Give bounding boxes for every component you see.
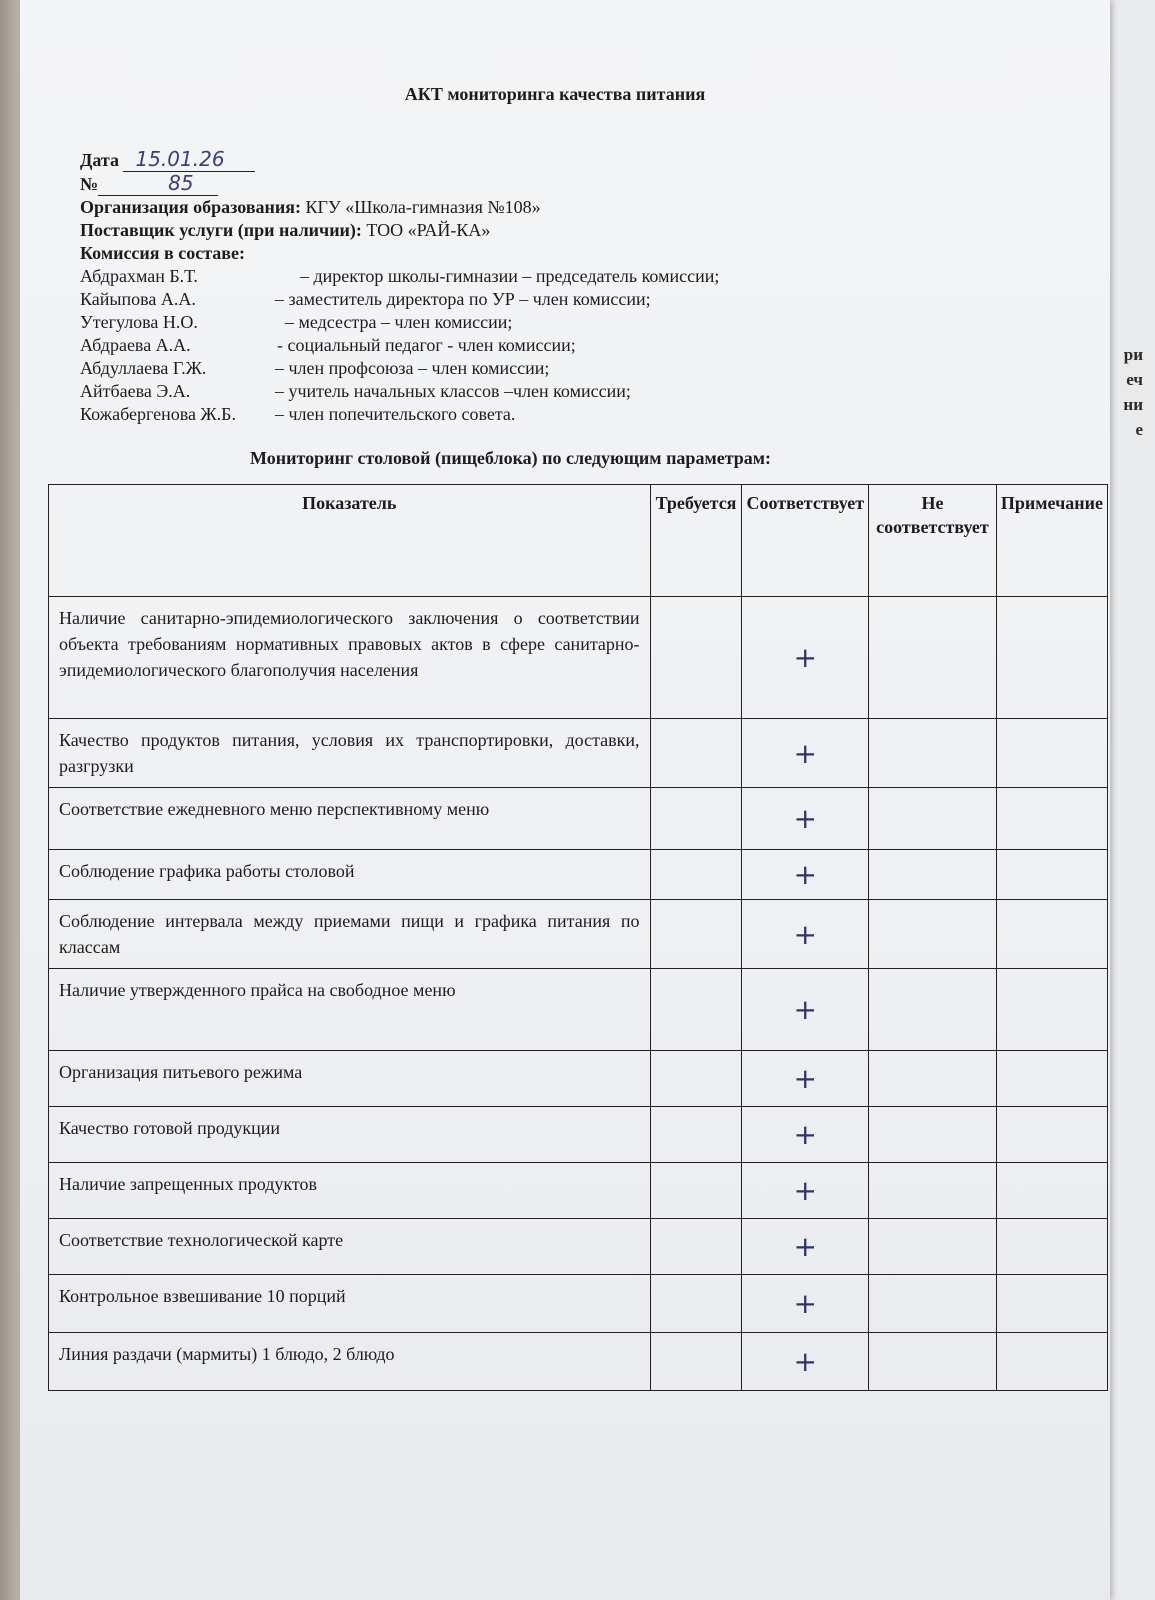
column-header-compliant: Соответствует (742, 485, 869, 597)
indicator-cell: Наличие утвержденного прайса на свободное меню (49, 969, 651, 1051)
noncompliant-cell (869, 719, 997, 788)
required-cell (650, 969, 742, 1051)
note-cell (996, 900, 1107, 969)
supplier-label: Поставщик услуги (при наличии): (80, 220, 362, 240)
note-cell (996, 597, 1107, 719)
note-cell (996, 850, 1107, 900)
indicator-cell: Качество продуктов питания, условия их транспортировки, доставки, разгрузки (49, 719, 651, 788)
member-name: Кайыпова А.А. (80, 289, 196, 309)
noncompliant-cell (869, 900, 997, 969)
noncompliant-cell (869, 1275, 997, 1333)
commission-member (80, 311, 880, 334)
table-surface (0, 0, 20, 1600)
indicator-cell: Контрольное взвешивание 10 порций (49, 1275, 651, 1333)
noncompliant-cell (869, 1219, 997, 1275)
indicator-cell: Наличие запрещенных продуктов (49, 1163, 651, 1219)
noncompliant-cell (869, 1163, 997, 1219)
column-header-indicator: Показатель (49, 485, 651, 597)
number-label: № (80, 174, 99, 194)
compliant-mark: + (742, 1163, 869, 1219)
note-cell (996, 1107, 1107, 1163)
commission-member (80, 403, 880, 426)
number-value: 85 (98, 172, 218, 196)
commission-member (80, 380, 880, 403)
org-label: Организация образования: (80, 197, 302, 217)
compliant-mark: + (742, 597, 869, 719)
table-row (49, 719, 1108, 788)
required-cell (650, 1163, 742, 1219)
table-row (49, 788, 1108, 850)
note-cell (996, 969, 1107, 1051)
table-row (49, 900, 1108, 969)
indicator-cell: Соблюдение графика работы столовой (49, 850, 651, 900)
commission-member (80, 265, 880, 288)
required-cell (650, 1333, 742, 1391)
commission-member (80, 357, 880, 380)
member-role: – член профсоюза – член комиссии; (275, 358, 550, 378)
date-value: 15.01.26 (123, 148, 255, 172)
note-cell (996, 788, 1107, 850)
noncompliant-cell (869, 597, 997, 719)
member-name: Айтбаева Э.А. (80, 381, 191, 401)
note-cell (996, 1219, 1107, 1275)
noncompliant-cell (869, 1051, 997, 1107)
compliant-mark: + (742, 969, 869, 1051)
compliant-mark: + (742, 1333, 869, 1391)
column-header-required: Требуется (650, 485, 742, 597)
supplier-value: ТОО «РАЙ-КА» (366, 220, 491, 240)
side-fragment-text: е (1135, 420, 1143, 439)
commission-member (80, 334, 880, 357)
table-row (49, 1333, 1108, 1391)
member-role: - социальный педагог - член комиссии; (277, 335, 576, 355)
note-cell (996, 1051, 1107, 1107)
compliant-mark: + (742, 1219, 869, 1275)
column-header-note: Примечание (996, 485, 1107, 597)
indicator-cell: Соблюдение интервала между приемами пищи и графика питания по классам (49, 900, 651, 969)
table-row (49, 850, 1108, 900)
member-name: Утегулова Н.О. (80, 312, 198, 332)
member-name: Абдрахман Б.Т. (80, 266, 198, 286)
noncompliant-cell (869, 1333, 997, 1391)
side-fragment-text: еч (1126, 370, 1143, 389)
member-role: – заместитель директора по УР – член комиссии; (275, 289, 651, 309)
table-row (49, 1163, 1108, 1219)
note-cell (996, 1163, 1107, 1219)
table-row (49, 597, 1108, 719)
member-name: Абдуллаева Г.Ж. (80, 358, 207, 378)
table-row (49, 1051, 1108, 1107)
table-row (49, 969, 1108, 1051)
compliant-mark: + (742, 788, 869, 850)
required-cell (650, 850, 742, 900)
noncompliant-cell (869, 788, 997, 850)
table-header-row (49, 485, 1108, 597)
required-cell (650, 788, 742, 850)
table-subtitle: Мониторинг столовой (пищеблока) по следующим параметрам: (250, 448, 772, 468)
table-row (49, 1219, 1108, 1275)
date-label: Дата (80, 150, 119, 170)
noncompliant-cell (869, 1107, 997, 1163)
compliant-mark: + (742, 900, 869, 969)
document-title: АКТ мониторинга качества питания (404, 84, 706, 104)
supplier-row (80, 219, 880, 242)
commission-member (80, 288, 880, 311)
column-header-noncompliant: Не соответствует (869, 485, 997, 597)
org-value: КГУ «Школа-гимназия №108» (305, 197, 541, 217)
required-cell (650, 1107, 742, 1163)
indicator-cell: Наличие санитарно-эпидемиологического заключения о соответствии объекта требованиям нормативных правовых актов в сфере санитарно-эпидемиологического благополучия населения (49, 597, 651, 719)
table-row (49, 1275, 1108, 1333)
indicator-cell: Соответствие ежедневного меню перспективному меню (49, 788, 651, 850)
compliant-mark: + (742, 1107, 869, 1163)
monitoring-table (48, 484, 1108, 1391)
table-row (49, 1107, 1108, 1163)
number-row (80, 172, 880, 196)
required-cell (650, 1275, 742, 1333)
indicator-cell: Линия раздачи (мармиты) 1 блюдо, 2 блюдо (49, 1333, 651, 1391)
commission-label: Комиссия в составе: (80, 243, 245, 263)
side-fragment-text: ни (1123, 395, 1143, 414)
noncompliant-cell (869, 969, 997, 1051)
required-cell (650, 900, 742, 969)
required-cell (650, 597, 742, 719)
organization-row (80, 196, 880, 219)
member-name: Кожабергенова Ж.Б. (80, 404, 236, 424)
member-role: – учитель начальных классов –член комиссии; (275, 381, 631, 401)
noncompliant-cell (869, 850, 997, 900)
indicator-cell: Организация питьевого режима (49, 1051, 651, 1107)
side-fragment-text: ри (1123, 345, 1143, 364)
required-cell (650, 1219, 742, 1275)
indicator-cell: Качество готовой продукции (49, 1107, 651, 1163)
member-role: – медсестра – член комиссии; (285, 312, 513, 332)
member-name: Абдраева А.А. (80, 335, 191, 355)
compliant-mark: + (742, 1275, 869, 1333)
member-role: – член попечительского совета. (275, 404, 516, 424)
compliant-mark: + (742, 719, 869, 788)
compliant-mark: + (742, 850, 869, 900)
member-role: – директор школы-гимназии – председатель комиссии; (300, 266, 720, 286)
required-cell (650, 719, 742, 788)
required-cell (650, 1051, 742, 1107)
note-cell (996, 1333, 1107, 1391)
note-cell (996, 1275, 1107, 1333)
compliant-mark: + (742, 1051, 869, 1107)
note-cell (996, 719, 1107, 788)
act-header (80, 148, 880, 426)
date-row (80, 148, 880, 172)
indicator-cell: Соответствие технологической карте (49, 1219, 651, 1275)
